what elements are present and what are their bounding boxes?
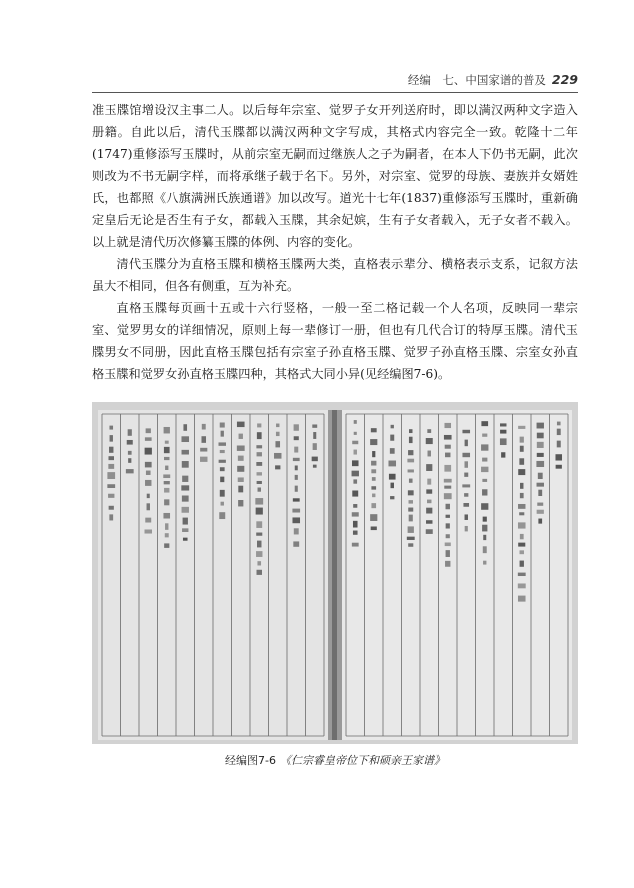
header-rule [92, 92, 578, 93]
paragraph-3: 直格玉牒每页画十五或十六行竖格，一般一至二格记载一个人名项，反映同一辈宗室、觉罗男女的详细情况，原则上每一辈修订一册，但也有几代合订的特厚玉牒。清代玉牒男女不同册，因此直格玉牒包括有宗室子孙直格玉牒、觉罗子孙直格玉牒、宗室女孙直格玉牒和觉罗女孙直格玉牒四种，其格式大同小异(见经编图7-6)。 [92, 301, 578, 381]
header-section-title: 经编 七、中国家谱的普及 [407, 73, 546, 87]
genealogy-book-photo [92, 402, 578, 744]
body-text [92, 99, 578, 385]
figure-caption [92, 752, 578, 768]
genealogy-book-illustration [92, 402, 578, 744]
caption-title: 《仁宗睿皇帝位下和硕亲王家谱》 [279, 754, 445, 767]
running-header [0, 72, 578, 90]
page-number: 229 [551, 72, 578, 87]
paragraph-1: 准玉牒馆增设汉主事二人。以后每年宗室、觉罗子女开列送府时，即以满汉两种文字造入册籍。自此以后，清代玉牒都以满汉两种文字写成，其格式内容完全一致。乾隆十二年(1747)重修添写玉牒时，从前宗室无嗣而过继族人之子为嗣者，在本人下仍书无嗣，此次则改为不书无嗣字样，而将承继子载于名下。另外，对宗室、觉罗的母族、妻族并女婿姓氏，也都照《八旗满洲氏族通谱》加以改写。道光十七年(1837)重修添写玉牒时，重新确定皇后无论是否生有子女，都载入玉牒，其余妃嫔，生有子女者载入，无子女者不载入。以上就是清代历次修纂玉牒的体例、内容的变化。 [92, 103, 578, 249]
caption-label: 经编图7-6 [225, 754, 276, 767]
paragraph-2: 清代玉牒分为直格玉牒和横格玉牒两大类，直格表示辈分、横格表示支系，记叙方法虽大不相同，但各有侧重，互为补充。 [92, 257, 578, 293]
